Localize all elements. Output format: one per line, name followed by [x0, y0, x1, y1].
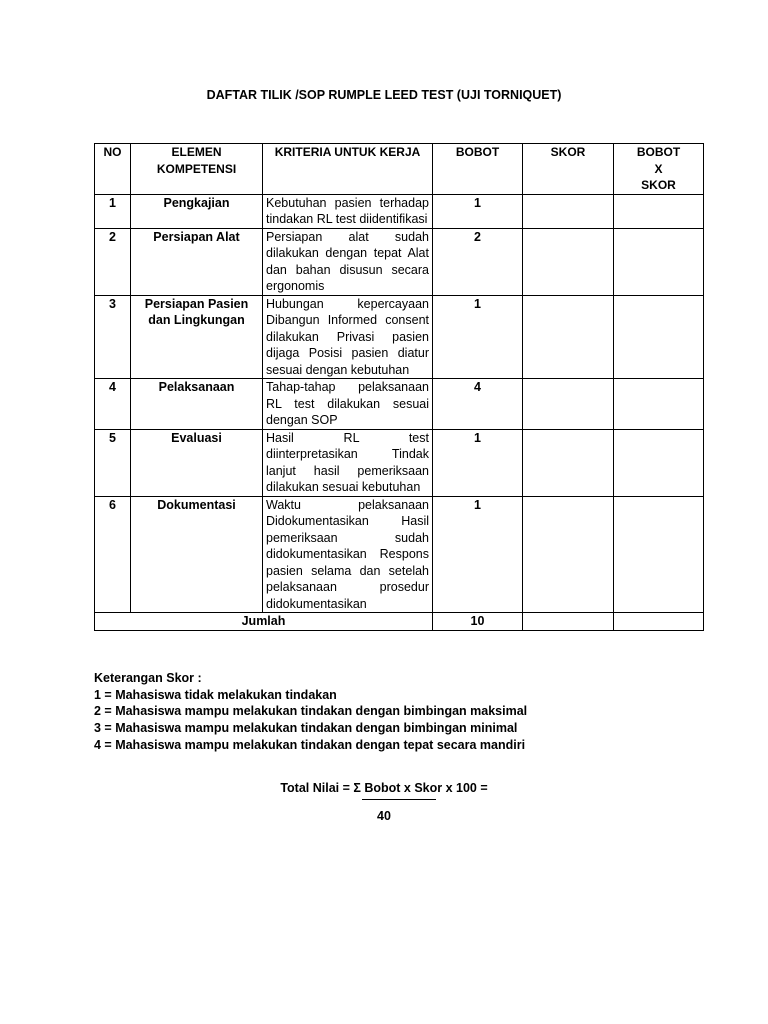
header-bobot-x-skor	[614, 144, 704, 195]
row-elemen	[131, 194, 263, 228]
row-skor[interactable]	[523, 194, 614, 228]
row-elemen-line1: Persiapan Pasien	[144, 296, 249, 311]
table-row	[95, 295, 704, 379]
row-elemen	[131, 295, 263, 379]
legend-item: 2 = Mahasiswa mampu melakukan tindakan dengan bimbingan maksimal	[94, 704, 528, 719]
row-bobot: 1	[433, 496, 523, 613]
row-no: 4	[95, 379, 131, 430]
row-elemen-line2: dan Lingkungan	[148, 313, 245, 327]
row-kriteria: Persiapan alat sudah dilakukan dengan tepat Alat dan bahan disusun secara ergonomis	[263, 228, 433, 295]
table-total-row	[95, 613, 704, 631]
row-elemen-line1: Persiapan Alat	[153, 229, 240, 244]
row-bobot: 1	[433, 194, 523, 228]
total-label: Jumlah	[95, 613, 433, 631]
row-elemen	[131, 228, 263, 295]
score-legend	[94, 670, 527, 754]
legend-item: 3 = Mahasiswa mampu melakukan tindakan dengan bimbingan minimal	[94, 721, 518, 736]
row-no: 1	[95, 194, 131, 228]
table-row	[95, 429, 704, 496]
row-elemen-line1: Pelaksanaan	[158, 380, 235, 394]
header-elemen-line1: ELEMEN	[171, 145, 222, 159]
legend-item: 1 = Mahasiswa tidak melakukan tindakan	[94, 687, 337, 702]
row-bobot-x-skor[interactable]	[614, 228, 704, 295]
row-bobot-x-skor[interactable]	[614, 379, 704, 430]
document-title: DAFTAR TILIK /SOP RUMPLE LEED TEST (UJI TORNIQUET)	[206, 88, 562, 102]
row-elemen	[131, 496, 263, 613]
header-bxs-line3: SKOR	[641, 178, 676, 192]
header-kriteria: KRITERIA UNTUK KERJA	[263, 144, 433, 195]
header-bxs-line2: X	[654, 161, 663, 176]
row-skor[interactable]	[523, 379, 614, 430]
row-skor[interactable]	[523, 429, 614, 496]
row-bobot-x-skor[interactable]	[614, 429, 704, 496]
table-row	[95, 228, 704, 295]
header-skor: SKOR	[523, 144, 614, 195]
table-row	[95, 194, 704, 228]
row-skor[interactable]	[523, 228, 614, 295]
row-elemen-line1: Evaluasi	[171, 430, 222, 445]
table-row	[95, 379, 704, 430]
header-elemen	[131, 144, 263, 195]
row-no: 2	[95, 228, 131, 295]
row-kriteria: Kebutuhan pasien terhadap tindakan RL test diidentifikasi	[263, 194, 433, 228]
formula-numerator: Total Nilai = Σ Bobot x Skor x 100 =	[280, 781, 488, 795]
row-bobot: 2	[433, 228, 523, 295]
header-bobot: BOBOT	[433, 144, 523, 195]
row-bobot: 4	[433, 379, 523, 430]
legend-heading: Keterangan Skor :	[94, 671, 202, 685]
table-row	[95, 496, 704, 613]
row-elemen	[131, 429, 263, 496]
row-skor[interactable]	[523, 295, 614, 379]
header-no: NO	[95, 144, 131, 195]
legend-item: 4 = Mahasiswa mampu melakukan tindakan dengan tepat secara mandiri	[94, 737, 526, 752]
formula-denominator: 40	[377, 809, 391, 823]
row-no: 3	[95, 295, 131, 379]
table-header-row	[95, 144, 704, 195]
header-bxs-line1: BOBOT	[636, 145, 681, 159]
row-kriteria: Waktu pelaksanaan Didokumentasikan Hasil pemeriksaan sudah didokumentasikan Respons pasien selama dan setelah pelaksanaan prosedur didokumentasikan	[263, 496, 433, 613]
row-kriteria: Tahap-tahap pelaksanaan RL test dilakukan sesuai dengan SOP	[263, 379, 433, 430]
row-kriteria: Hubungan kepercayaan Dibangun Informed consent dilakukan Privasi pasien dijaga Posisi pasien diatur sesuai dengan kebutuhan	[263, 295, 433, 379]
row-skor[interactable]	[523, 496, 614, 613]
total-skor[interactable]	[523, 613, 614, 631]
fraction-line	[362, 799, 436, 800]
total-bobot-x-skor[interactable]	[614, 613, 704, 631]
row-bobot: 1	[433, 429, 523, 496]
row-kriteria: Hasil RL test diinterpretasikan Tindak lanjut hasil pemeriksaan dilakukan sesuai kebutuhan	[263, 429, 433, 496]
row-elemen	[131, 379, 263, 430]
row-elemen-line1: Pengkajian	[163, 195, 230, 210]
row-bobot-x-skor[interactable]	[614, 295, 704, 379]
row-no: 6	[95, 496, 131, 613]
checklist-table	[94, 143, 704, 631]
row-bobot: 1	[433, 295, 523, 379]
row-no: 5	[95, 429, 131, 496]
row-bobot-x-skor[interactable]	[614, 496, 704, 613]
row-bobot-x-skor[interactable]	[614, 194, 704, 228]
header-elemen-line2: KOMPETENSI	[156, 161, 237, 176]
total-bobot: 10	[433, 613, 523, 631]
row-elemen-line1: Dokumentasi	[157, 497, 236, 512]
